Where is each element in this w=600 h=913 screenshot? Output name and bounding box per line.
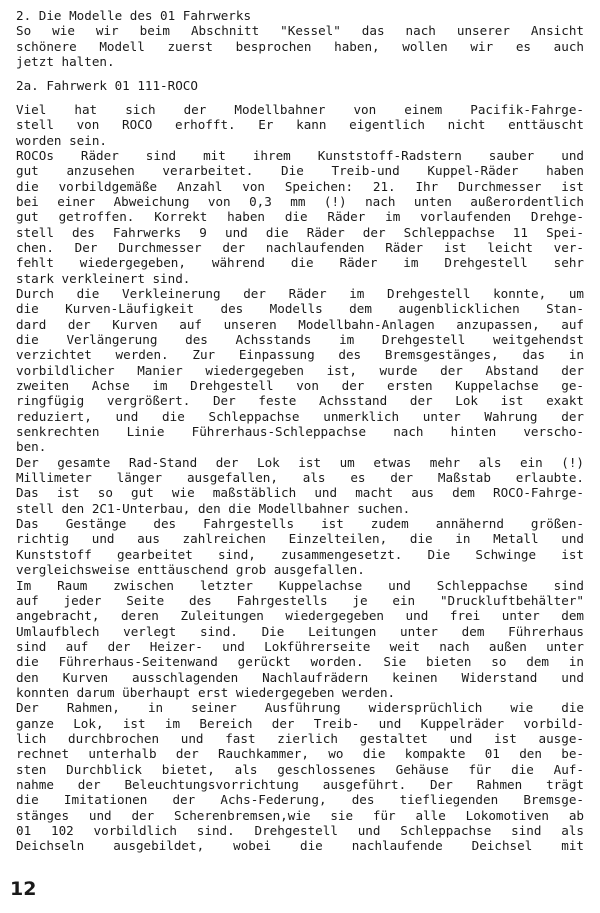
text-line: stell des Fahrwerks 9 und die Räder der Schleppachse 11 Spei- [16, 224, 584, 240]
text-line: konnten darum überhaupt erst wiedergegeben werden. [16, 684, 396, 700]
text-line: Das ist so gut wie maßstäblich und macht aus dem ROCO-Fahrge- [16, 485, 584, 501]
text-line: chen. Der Durchmesser der nachlaufenden Räder ist leicht ver- [16, 239, 584, 255]
text-line: rechnet unterhalb der Rauchkammer, wo die kompakte 01 den be- [16, 746, 584, 762]
text-line: stell den 2C1-Unterbau, den die Modellbahner suchen. [16, 500, 411, 516]
text-line: ringfügig vergrößert. Der feste Achsstand der Lok ist exakt [16, 393, 584, 409]
text-line: ben. [16, 439, 47, 455]
text-line: nahme der Beleuchtungsvorrichtung ausgeführt. Der Rahmen trägt [16, 776, 584, 792]
text-line: die vorbildgemäße Anzahl von Speichen: 21. Ihr Durchmesser ist [16, 178, 584, 194]
text-line: lich durchbrochen und fast zierlich gestaltet und ist ausge- [16, 730, 584, 746]
text-line: sind auf der Heizer- und Lokführerseite weit nach außen unter [16, 638, 584, 654]
text-line: angebracht, deren Zuleitungen wiedergegeben und frei unter dem [16, 608, 584, 624]
text-line: vergleichsweise enttäuschend grob ausgefallen. [16, 562, 365, 578]
text-line: ROCOs Räder sind mit ihrem Kunststoff-Radstern sauber und [16, 147, 584, 163]
body-text [16, 102, 584, 854]
text-line: die Kurven-Läufigkeit des Modells dem augenblicklichen Stan- [16, 301, 584, 317]
section-heading: 2. Die Modelle des 01 Fahrwerks [16, 8, 252, 23]
text-line: fehlt wiedergegeben, während die Räder im Drehgestell sehr [16, 255, 584, 271]
text-line: die Verlängerung des Achsstands im Drehgestell weitgehendst [16, 332, 584, 347]
text-line: auf jeder Seite des Fahrgestells je ein "Druckluftbehälter" [16, 592, 584, 608]
text-line: senkrechten Linie Führerhaus-Schleppachse nach hinten verscho- [16, 424, 584, 440]
text-line: sten Durchblick bietet, als geschlossenes Gehäuse für die Auf- [16, 761, 584, 777]
text-line: verzichtet werden. Zur Einpassung des Bremsgestänges, das in [16, 347, 584, 363]
intro-paragraph [16, 23, 584, 69]
text-line: Der gesamte Rad-Stand der Lok ist um etwas mehr als ein (!) [16, 454, 584, 470]
text-line: die Imitationen der Achs-Federung, des tiefliegenden Bremsge- [16, 792, 584, 808]
text-line: jetzt halten. [16, 54, 115, 70]
text-line: stänges und der Scherenbremsen,wie sie für alle Lokomotiven ab [16, 807, 584, 823]
text-line: stell von ROCO erhofft. Er kann eigentlich nicht enttäuscht [16, 117, 584, 133]
text-line: Der Rahmen, in seiner Ausführung widersprüchlich wie die [16, 700, 584, 716]
text-line: bei einer Abweichung von 0,3 mm (!) nach unten außerordentlich [16, 193, 584, 209]
text-line: So wie wir beim Abschnitt "Kessel" das nach unserer Ansicht [16, 23, 584, 39]
text-line: Durch die Verkleinerung der Räder im Drehgestell konnte, um [16, 285, 584, 301]
text-line: Umlaufblech verlegt sind. Die Leitungen unter dem Führerhaus [16, 623, 584, 639]
subsection-heading: 2a. Fahrwerk 01 111-ROCO [16, 78, 198, 94]
text-line: Das Gestänge des Fahrgestells ist zudem annähernd größen- [16, 516, 584, 532]
text-line: reduziert, und die Schleppachse unmerklich unter Wahrung der [16, 408, 584, 424]
text-line: schönere Modell zuerst besprochen haben, wollen wir es auch [16, 38, 584, 54]
text-line: gut anzusehen verarbeitet. Die Treib-und Kuppel-Räder haben [16, 163, 584, 179]
text-line: richtig und aus zahlreichen Einzelteilen, die in Metall und [16, 531, 584, 547]
text-line: 01 102 vorbildlich sind. Drehgestell und Schleppachse sind als [16, 823, 584, 838]
text-line: vorbildlicher Manier wiedergegeben ist, wurde der Abstand der [16, 362, 584, 378]
text-line: gut getroffen. Korrekt haben die Räder im vorlaufenden Drehge- [16, 209, 584, 225]
text-line: Kunststoff gearbeitet sind, zusammengesetzt. Die Schwinge ist [16, 546, 584, 562]
text-line: ganze Lok, ist im Bereich der Treib- und Kuppelräder vorbild- [16, 715, 584, 731]
text-line: Im Raum zwischen letzter Kuppelachse und Schleppachse sind [16, 577, 584, 593]
text-line: dard der Kurven auf unseren Modellbahn-Anlagen anzupassen, auf [16, 316, 584, 332]
text-line: stark verkleinert sind. [16, 270, 191, 286]
text-line: worden sein. [16, 132, 107, 148]
document-page [16, 8, 584, 854]
text-line: Millimeter länger ausgefallen, als es der Maßstab erlaubte. [16, 470, 584, 486]
text-line: zweiten Achse im Drehgestell von der ersten Kuppelachse ge- [16, 378, 584, 394]
text-line: die Führerhaus-Seitenwand gerückt worden. Sie bieten so dem in [16, 654, 584, 670]
text-line: den Kurven ausschlagenden Nachlaufrädern keinen Widerstand und [16, 669, 584, 685]
text-line: Viel hat sich der Modellbahner von einem Pacifik-Fahrge- [16, 101, 584, 117]
page-number: 12 [10, 878, 37, 900]
text-line: Deichseln ausgebildet, wobei die nachlaufende Deichsel mit [16, 838, 584, 854]
